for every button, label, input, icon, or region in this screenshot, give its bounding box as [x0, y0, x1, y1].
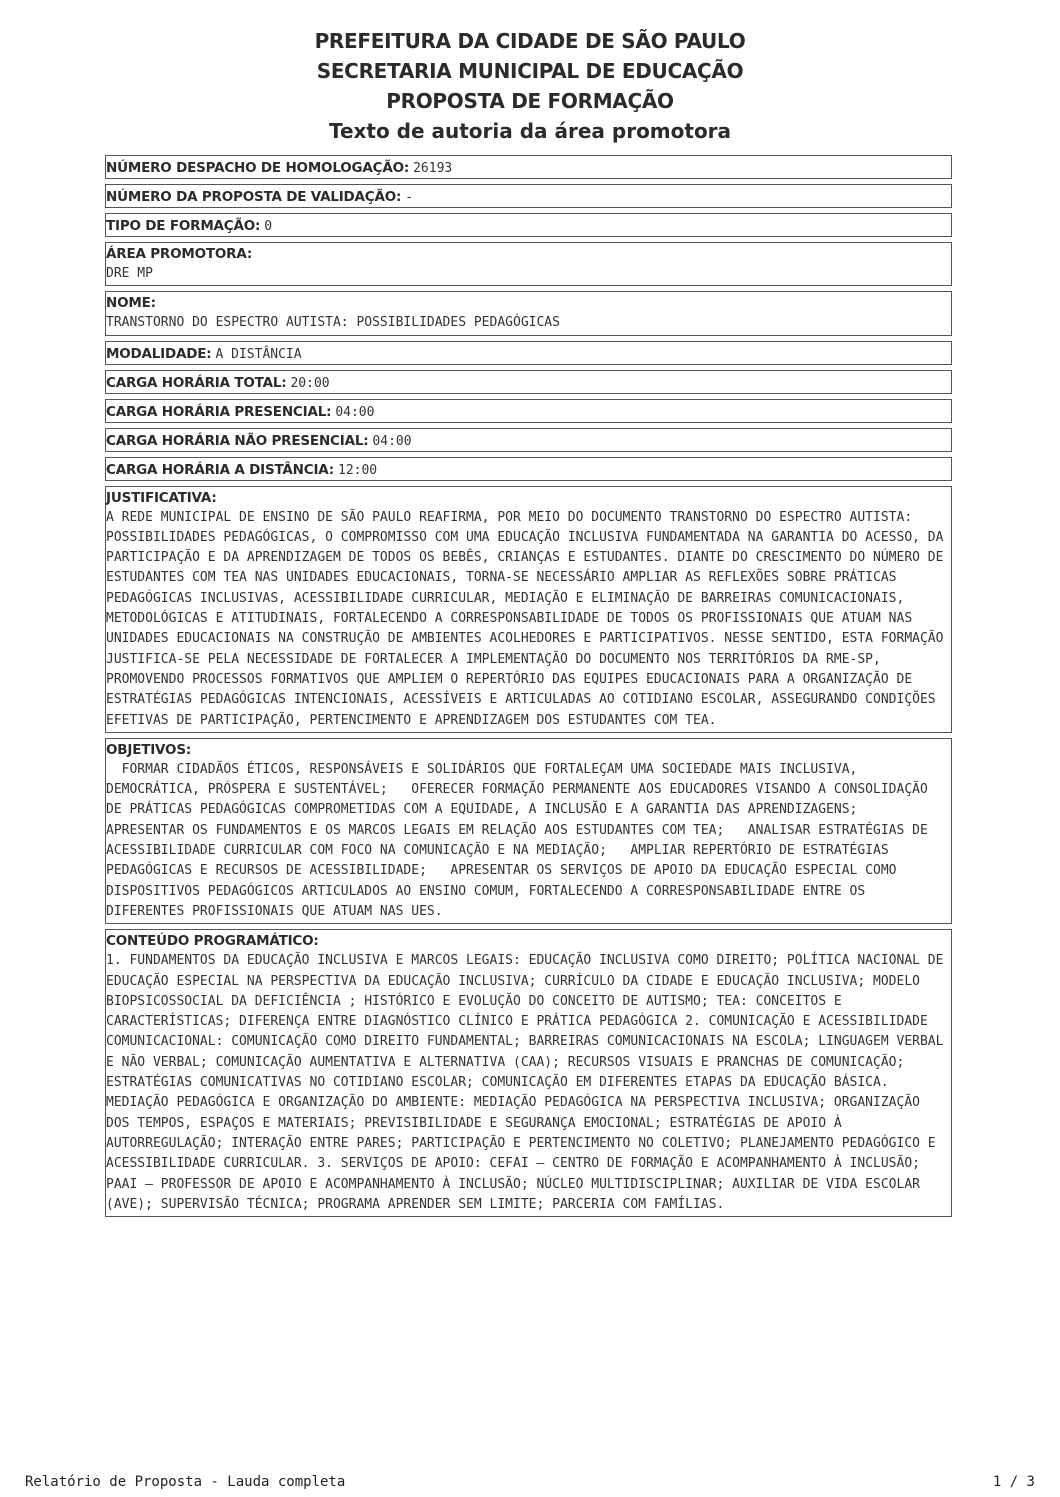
field-label: OBJETIVOS:: [106, 741, 192, 758]
field-objetivos: [105, 738, 952, 924]
field-area-promotora: [105, 242, 952, 286]
field-label: ÁREA PROMOTORA:: [106, 246, 253, 262]
field-label: NÚMERO DESPACHO DE HOMOLOGAÇÃO:: [106, 160, 410, 176]
field-carga-total: [105, 370, 952, 394]
field-value: A DISTÂNCIA: [215, 346, 302, 362]
field-value: FORMAR CIDADÃOS ÉTICOS, RESPONSÁVEIS E SOLIDÁRIOS QUE FORTALEÇAM UMA SOCIEDADE MAIS INCLUSIVA, DEMOCRÁTICA, PRÓSPERA E SUSTENTÁVEL; OFERECER FORMAÇÃO PERMANENTE AOS EDUCADORES VISANDO A CONSOLIDAÇÃO DE PRÁTICAS PEDAGÓGICAS COMPROMETIDAS COM A EQUIDADE, A INCLUSÃO E A GARANTIA DAS APRENDIZAGENS; APRESENTAR OS FUNDAMENTOS E OS MARCOS LEGAIS EM RELAÇÃO AOS ESTUDANTES COM TEA; ANALISAR ESTRATÉGIAS DE ACESSIBILIDADE CURRICULAR COM FOCO NA COMUNICAÇÃO E NA MEDIAÇÃO; AMPLIAR REPERTÓRIO DE ESTRATÉGIAS PEDAGÓGICAS E RECURSOS DE ACESSIBILIDADE; APRESENTAR OS SERVIÇOS DE APOIO DA EDUCAÇÃO ESPECIAL COMO DISPOSITIVOS PEDAGÓGICOS ARTICULADOS AO ENSINO COMUM, FORTALECENDO A CORRESPONSABILIDADE ENTRE OS DIFERENTES PROFISSIONAIS QUE ATUAM NAS UES.: [106, 761, 936, 919]
header-subtitle: Texto de autoria da área promotora: [328, 119, 732, 143]
field-tipo-formacao: [105, 213, 952, 237]
field-label: JUSTIFICATIVA:: [106, 489, 217, 506]
field-label: TIPO DE FORMAÇÃO:: [106, 218, 261, 234]
field-conteudo-programatico: [105, 929, 952, 1217]
field-value: -: [405, 190, 414, 205]
header-proposta: PROPOSTA DE FORMAÇÃO: [386, 89, 674, 113]
field-despacho: [105, 155, 952, 179]
field-value: 20:00: [290, 375, 330, 391]
field-nome: [105, 291, 952, 335]
form-fields: [105, 155, 952, 1222]
field-label: CARGA HORÁRIA NÃO PRESENCIAL:: [106, 432, 369, 449]
field-label: CARGA HORÁRIA PRESENCIAL:: [106, 403, 332, 420]
field-value: 12:00: [338, 462, 378, 478]
footer-title: Relatório de Proposta - Lauda completa: [25, 1474, 346, 1490]
field-value: TRANSTORNO DO ESPECTRO AUTISTA: POSSIBILIDADES PEDAGÓGICAS: [106, 315, 560, 331]
header-secretaria: SECRETARIA MUNICIPAL DE EDUCAÇÃO: [316, 59, 744, 83]
field-value: 26193: [413, 161, 453, 176]
field-carga-nao-presencial: [105, 428, 952, 452]
document-header: [0, 26, 1060, 146]
field-label: CONTEÚDO PROGRAMÁTICO:: [106, 933, 319, 950]
field-justificativa: [105, 486, 952, 733]
page-number: 1 / 3: [992, 1474, 1035, 1490]
field-modalidade: [105, 341, 952, 365]
field-value: 0: [264, 219, 273, 234]
field-label: CARGA HORÁRIA A DISTÂNCIA:: [106, 461, 334, 478]
field-value: 04:00: [372, 433, 412, 449]
field-carga-distancia: [105, 457, 952, 481]
header-prefeitura: PREFEITURA DA CIDADE DE SÃO PAULO: [314, 29, 746, 53]
field-carga-presencial: [105, 399, 952, 423]
field-label: NOME:: [106, 295, 156, 312]
field-value: DRE MP: [106, 266, 153, 281]
field-value: 04:00: [335, 404, 375, 420]
field-value: 1. FUNDAMENTOS DA EDUCAÇÃO INCLUSIVA E MARCOS LEGAIS: EDUCAÇÃO INCLUSIVA COMO DIREITO; POLÍTICA NACIONAL DE EDUCAÇÃO ESPECIAL NA PERSPECTIVA DA EDUCAÇÃO INCLUSIVA; CURRÍCULO DA CIDADE E EDUCAÇÃO INCLUSIVA; MODELO BIOPSICOSSOCIAL DA DEFICIÊNCIA ; HISTÓRICO E EVOLUÇÃO DO CONCEITO DE AUTISMO; TEA: CONCEITOS E CARACTERÍSTICAS; DIFERENÇA ENTRE DIAGNÓSTICO CLÍNICO E PRÁTICA PEDAGÓGICA 2. COMUNICAÇÃO E ACESSIBILIDADE COMUNICACIONAL: COMUNICAÇÃO COMO DIREITO FUNDAMENTAL; BARREIRAS COMUNICACIONAIS NA ESCOLA; LINGUAGEM VERBAL E NÃO VERBAL; COMUNICAÇÃO AUMENTATIVA E ALTERNATIVA (CAA); RECURSOS VISUAIS E PRANCHAS DE COMUNICAÇÃO; ESTRATÉGIAS COMUNICATIVAS NO COTIDIANO ESCOLAR; COMUNICAÇÃO EM DIFERENTES ETAPAS DA EDUCAÇÃO BÁSICA. MEDIAÇÃO PEDAGÓGICA E ORGANIZAÇÃO DO AMBIENTE: MEDIAÇÃO PEDAGÓGICA NA PERSPECTIVA INCLUSIVA; ORGANIZAÇÃO DOS TEMPOS, ESPAÇOS E MATERIAIS; PREVISIBILIDADE E SEGURANÇA EMOCIONAL; ESTRATÉGIAS DE APOIO À AUTORREGULAÇÃO; INTERAÇÃO ENTRE PARES; PARTICIPAÇÃO E PERTENCIMENTO NO COLETIVO; PLANEJAMENTO PEDAGÓGICO E ACESSIBILIDADE CURRICULAR. 3. SERVIÇOS DE APOIO: CEFAI — CENTRO DE FORMAÇÃO E ACOMPANHAMENTO À INCLUSÃO; PAAI — PROFESSOR DE APOIO E ACOMPANHAMENTO À INCLUSÃO; NÚCLEO MULTIDISCIPLINAR; AUXILIAR DE VIDA ESCOLAR (AVE); SUPERVISÃO TÉCNICA; PROGRAMA APRENDER SEM LIMITE; PARCERIA COM FAMÍLIAS.: [106, 953, 952, 1212]
field-label: MODALIDADE:: [106, 345, 212, 362]
field-label: NÚMERO DA PROPOSTA DE VALIDAÇÃO:: [106, 189, 402, 205]
field-value: A REDE MUNICIPAL DE ENSINO DE SÃO PAULO REAFIRMA, POR MEIO DO DOCUMENTO TRANSTORNO DO ESPECTRO AUTISTA: POSSIBILIDADES PEDAGÓGICAS, O COMPROMISSO COM UMA EDUCAÇÃO INCLUSIVA FUNDAMENTADA NA GARANTIA DO ACESSO, DA PARTICIPAÇÃO E DA APRENDIZAGEM DE TODOS OS BEBÊS, CRIANÇAS E ESTUDANTES. DIANTE DO CRESCIMENTO DO NÚMERO DE ESTUDANTES COM TEA NAS UNIDADES EDUCACIONAIS, TORNA-SE NECESSÁRIO AMPLIAR AS REFLEXÕES SOBRE PRÁTICAS PEDAGÓGICAS INCLUSIVAS, ACESSIBILIDADE CURRICULAR, MEDIAÇÃO E ELIMINAÇÃO DE BARREIRAS COMUNICACIONAIS, METODOLÓGICAS E ATITUDINAIS, FORTALECENDO A CORRESPONSABILIDADE DE TODOS OS PROFISSIONAIS QUE ATUAM NAS UNIDADES EDUCACIONAIS NA CONSTRUÇÃO DE AMBIENTES ACOLHEDORES E PARTICIPATIVOS. NESSE SENTIDO, ESTA FORMAÇÃO JUSTIFICA-SE PELA NECESSIDADE DE FORTALECER A IMPLEMENTAÇÃO DO DOCUMENTO NOS TERRITÓRIOS DA RME-SP, PROMOVENDO PROCESSOS FORMATIVOS QUE AMPLIEM O REPERTÓRIO DAS EQUIPES EDUCACIONAIS PARA A ORGANIZAÇÃO DE ESTRATÉGIAS PEDAGÓGICAS INTENCIONAIS, ACESSÍVEIS E ARTICULADAS AO COTIDIANO ESCOLAR, ASSEGURANDO CONDIÇÕES EFETIVAS DE PARTICIPAÇÃO, PERTENCIMENTO E APRENDIZAGEM DOS ESTUDANTES COM TEA.: [106, 509, 952, 728]
field-label: CARGA HORÁRIA TOTAL:: [106, 374, 287, 391]
field-proposta-validacao: [105, 184, 952, 208]
